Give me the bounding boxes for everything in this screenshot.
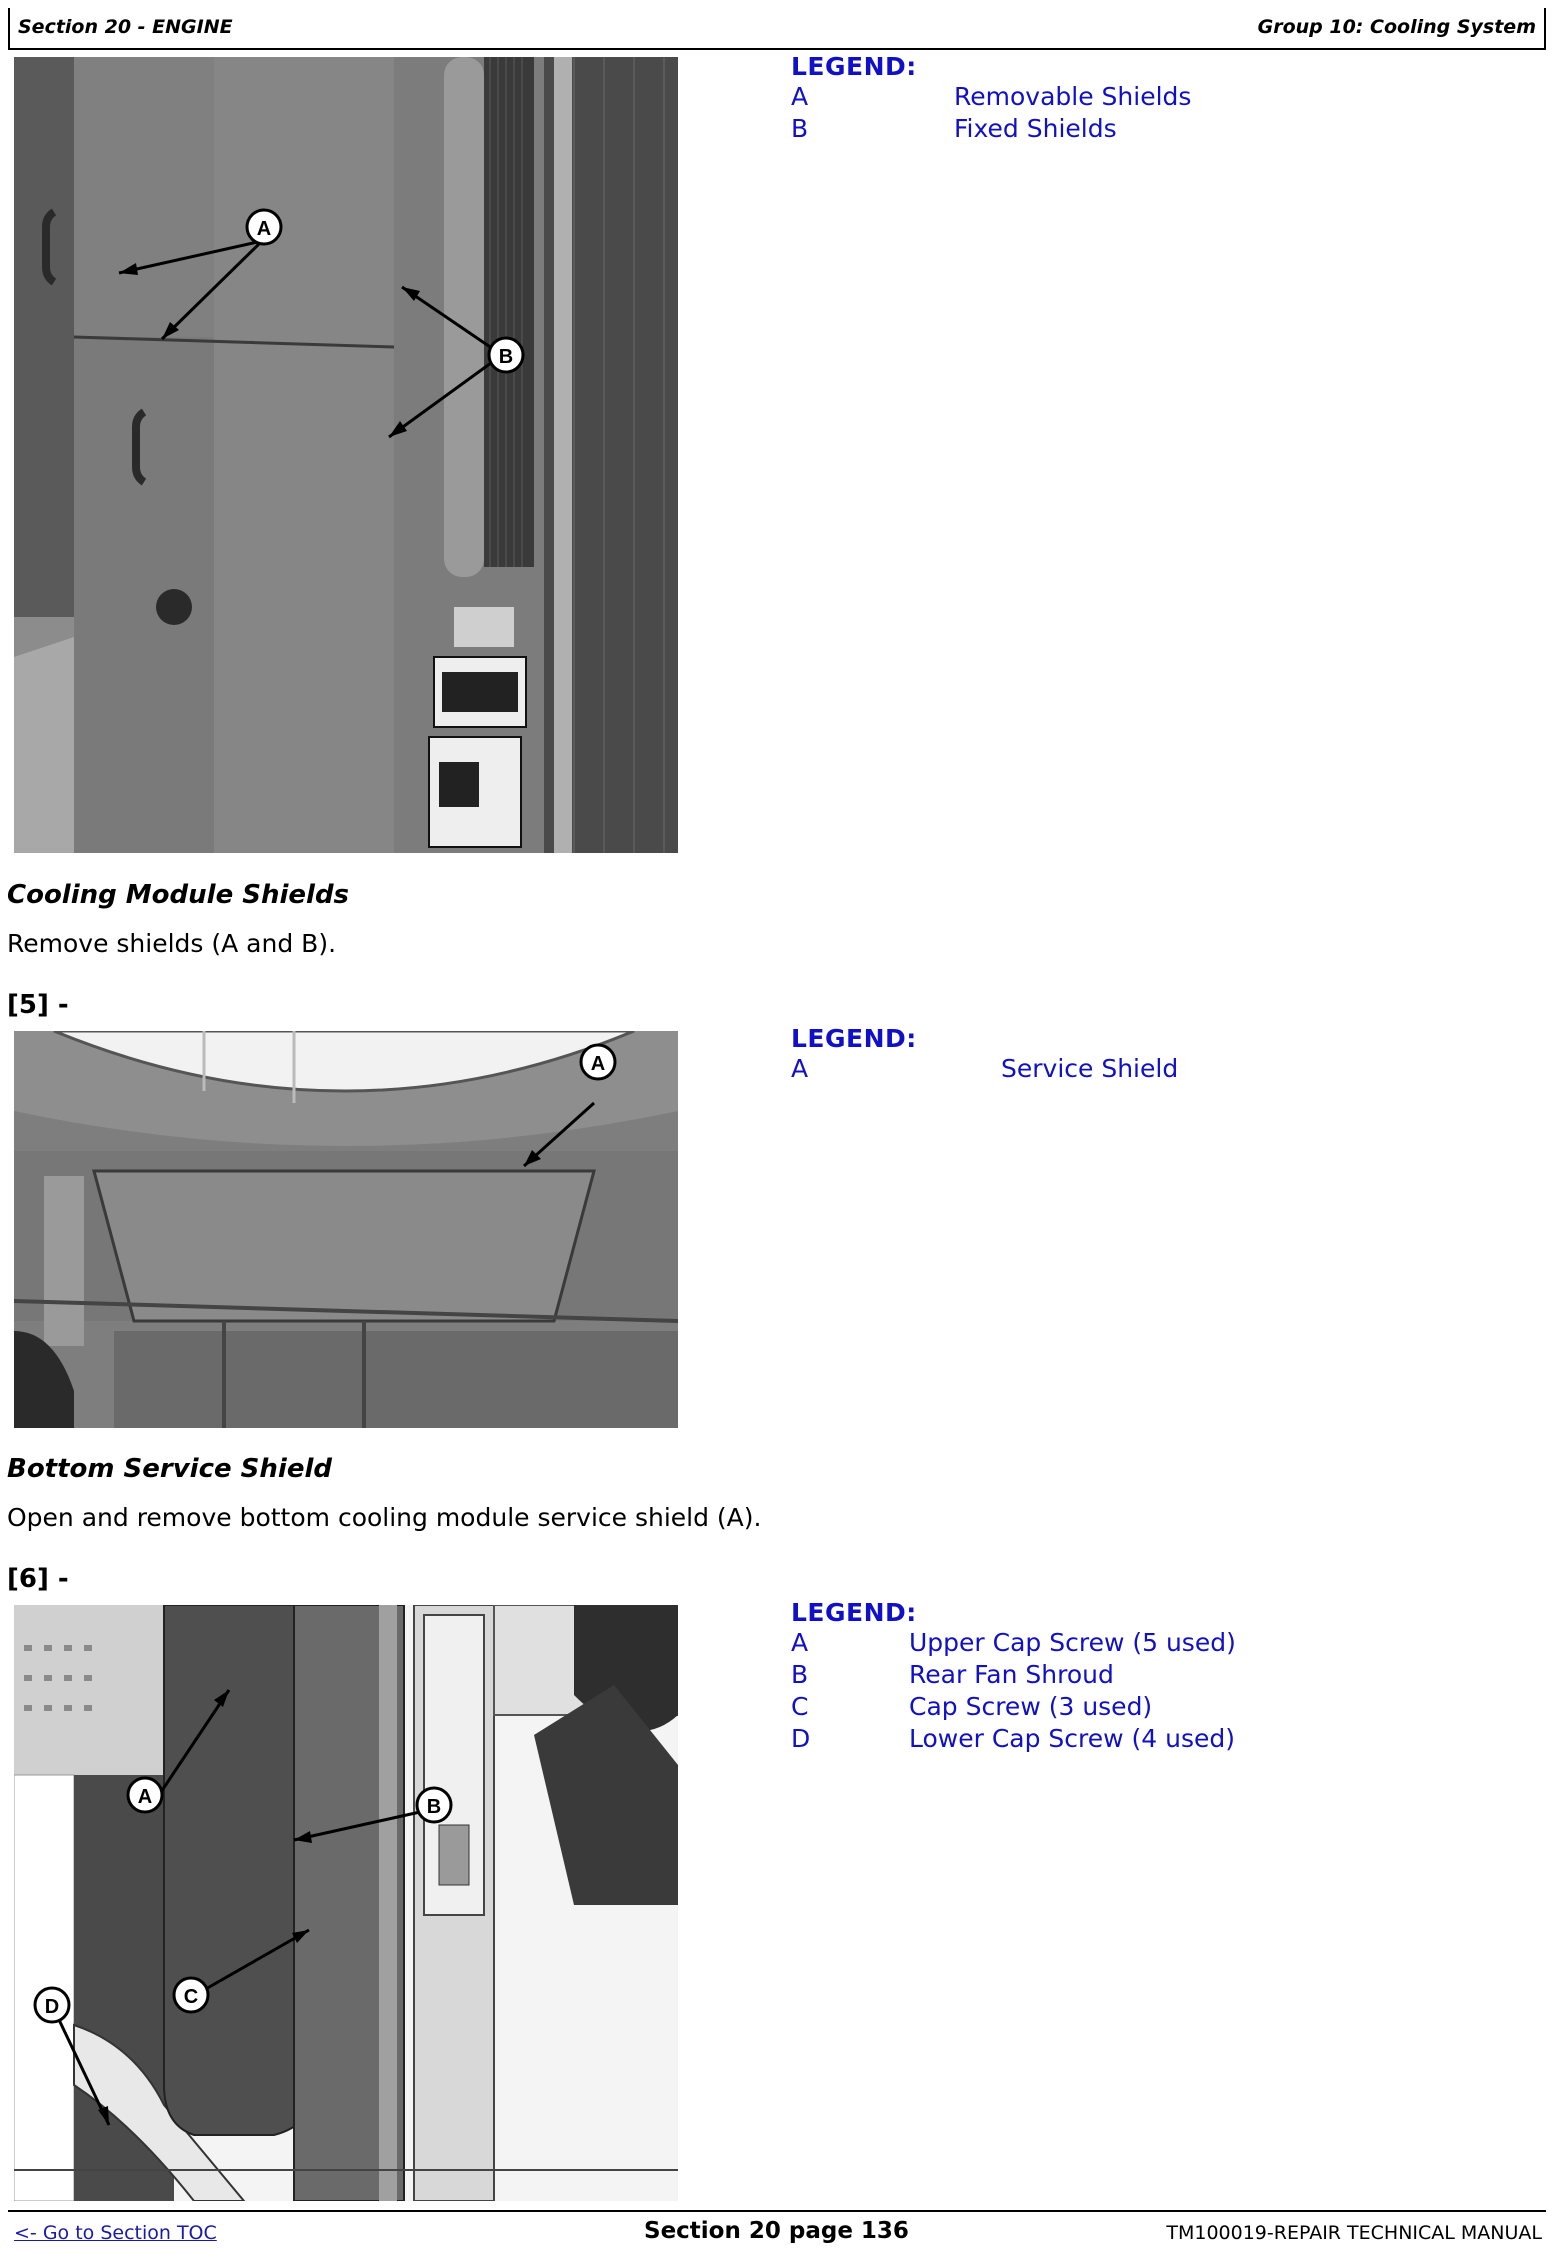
legend-key: A — [791, 1628, 809, 1657]
step5-caption: Bottom Service Shield — [7, 1454, 332, 1484]
legend-value: Removable Shields — [954, 82, 1192, 111]
legend-row — [791, 1627, 1236, 1659]
figure1-instruction: Remove shields (A and B). — [7, 929, 337, 958]
svg-text:D: D — [44, 1996, 60, 2018]
legend-key: A — [791, 1054, 809, 1083]
cooling-module-shields-photo — [14, 57, 678, 853]
legend-value: Rear Fan Shroud — [909, 1660, 1114, 1689]
page-header — [8, 8, 1546, 50]
legend-value: Upper Cap Screw (5 used) — [909, 1628, 1236, 1657]
legend-key: A — [791, 82, 809, 111]
legend-key: B — [791, 1660, 809, 1689]
callout-a — [128, 1778, 162, 1812]
step5-instruction: Open and remove bottom cooling module service shield (A). — [7, 1503, 762, 1532]
callout-b — [417, 1788, 451, 1822]
go-to-section-toc-link[interactable]: <- Go to Section TOC — [14, 2222, 217, 2244]
callout-d — [35, 1988, 69, 2022]
svg-text:A: A — [590, 1053, 606, 1075]
callout-b — [489, 338, 523, 372]
legend-title: LEGEND: — [791, 52, 917, 81]
figure1-caption: Cooling Module Shields — [7, 880, 350, 910]
bottom-service-shield-photo — [14, 1031, 678, 1428]
page-number: Section 20 page 136 — [644, 2218, 909, 2244]
legend-key: D — [791, 1724, 811, 1753]
legend-key: C — [791, 1692, 809, 1721]
legend-row — [791, 1659, 1114, 1691]
callout-c — [174, 1978, 208, 2012]
legend-value: Service Shield — [1001, 1054, 1179, 1083]
svg-text:A: A — [137, 1786, 153, 1808]
step-6-label: [6] - — [7, 1564, 69, 1594]
svg-text:A: A — [256, 218, 272, 240]
group-title: Group 10: Cooling System — [1257, 16, 1536, 38]
footer-divider — [8, 2210, 1546, 2212]
legend-value: Cap Screw (3 used) — [909, 1692, 1153, 1721]
rear-fan-shroud-photo — [14, 1605, 678, 2201]
svg-text:B: B — [498, 346, 514, 368]
callout-a — [247, 210, 281, 244]
step5-legend — [791, 1024, 1179, 1085]
legend-row — [791, 1723, 1236, 1755]
figure1-legend — [791, 52, 1192, 145]
step6-legend — [791, 1598, 1236, 1755]
legend-title: LEGEND: — [791, 1024, 917, 1053]
callout-a — [581, 1045, 615, 1079]
section-title: Section 20 - ENGINE — [18, 16, 233, 38]
legend-value: Fixed Shields — [954, 114, 1117, 143]
svg-text:C: C — [183, 1986, 199, 2008]
legend-title: LEGEND: — [791, 1598, 917, 1627]
manual-title: TM100019-REPAIR TECHNICAL MANUAL — [1166, 2222, 1542, 2244]
legend-row — [791, 1691, 1153, 1723]
legend-row — [791, 81, 1192, 113]
legend-key: B — [791, 114, 809, 143]
legend-value: Lower Cap Screw (4 used) — [909, 1724, 1236, 1753]
step-5-label: [5] - — [7, 990, 69, 1020]
legend-row — [791, 1053, 1179, 1085]
svg-text:B: B — [426, 1796, 442, 1818]
legend-row — [791, 113, 1117, 145]
